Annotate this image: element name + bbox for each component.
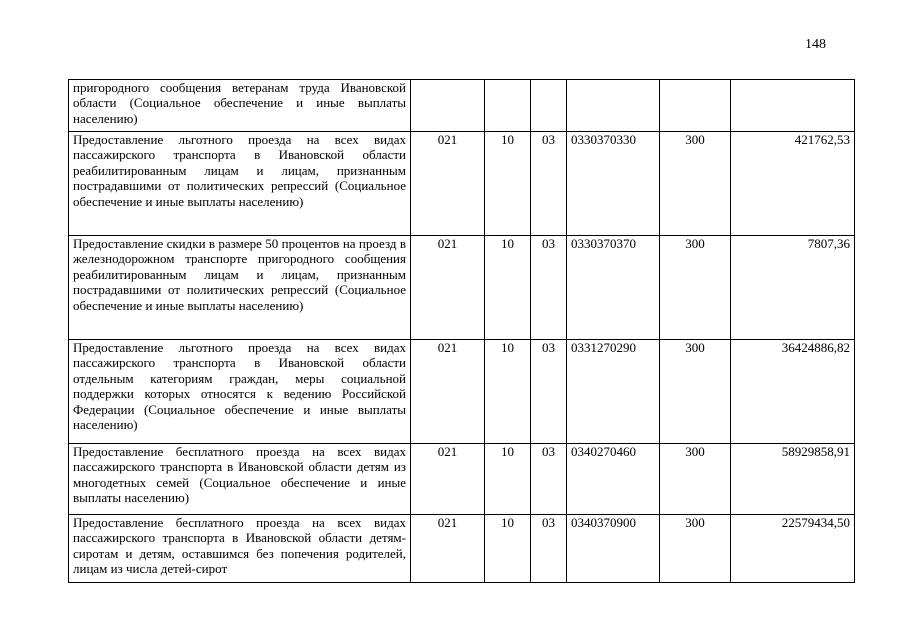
expense-type-code: 300 [660, 132, 731, 236]
table-row [69, 340, 855, 444]
subsection-code: 03 [531, 340, 567, 444]
row-description: Предоставление бесплатного проезда на всех видах пассажирского транспорта в Ивановской области детям из многодетных семей (Социальное обеспечение и иные выплаты населению) [69, 444, 411, 515]
expense-type-code [660, 80, 731, 132]
table-row [69, 515, 855, 583]
page-number: 148 [805, 37, 826, 52]
section-code: 10 [485, 340, 531, 444]
expense-type-code: 300 [660, 236, 731, 340]
ministry-code: 021 [411, 444, 485, 515]
amount [731, 80, 855, 132]
target-article-code: 0340270460 [567, 444, 660, 515]
target-article-code: 0330370370 [567, 236, 660, 340]
expense-type-code: 300 [660, 515, 731, 583]
section-code [485, 80, 531, 132]
target-article-code: 0331270290 [567, 340, 660, 444]
amount: 58929858,91 [731, 444, 855, 515]
target-article-code [567, 80, 660, 132]
ministry-code: 021 [411, 515, 485, 583]
ministry-code [411, 80, 485, 132]
row-description: Предоставление льготного проезда на всех видах пассажирского транспорта в Ивановской области реабилитированным лицам и лицам, признанным пострадавшими от политических репрессий (Социальное обеспечение и иные выплаты населению) [69, 132, 411, 236]
expense-type-code: 300 [660, 340, 731, 444]
subsection-code [531, 80, 567, 132]
amount: 7807,36 [731, 236, 855, 340]
expense-type-code: 300 [660, 444, 731, 515]
amount: 421762,53 [731, 132, 855, 236]
subsection-code: 03 [531, 132, 567, 236]
section-code: 10 [485, 444, 531, 515]
budget-table [68, 79, 855, 583]
subsection-code: 03 [531, 444, 567, 515]
section-code: 10 [485, 132, 531, 236]
section-code: 10 [485, 236, 531, 340]
amount: 36424886,82 [731, 340, 855, 444]
target-article-code: 0340370900 [567, 515, 660, 583]
table-row [69, 80, 855, 132]
row-description: Предоставление скидки в размере 50 процентов на проезд в железнодорожном транспорте пригородного сообщения реабилитированным лицам и лицам, признанным пострадавшими от политических репрессий (Социальное обеспечение и иные выплаты населению) [69, 236, 411, 340]
subsection-code: 03 [531, 236, 567, 340]
ministry-code: 021 [411, 236, 485, 340]
table-row [69, 132, 855, 236]
table-row [69, 444, 855, 515]
target-article-code: 0330370330 [567, 132, 660, 236]
row-description: Предоставление бесплатного проезда на всех видах пассажирского транспорта в Ивановской области детям-сиротам и детям, оставшимся без попечения родителей, лицам из числа детей-сирот [69, 515, 411, 583]
row-description: Предоставление льготного проезда на всех видах пассажирского транспорта в Ивановской области отдельным категориям граждан, меры социальной поддержки которых относятся к ведению Российской Федерации (Социальное обеспечение и иные выплаты населению) [69, 340, 411, 444]
row-description: пригородного сообщения ветеранам труда Ивановской области (Социальное обеспечение и иные выплаты населению) [69, 80, 411, 132]
ministry-code: 021 [411, 340, 485, 444]
table-row [69, 236, 855, 340]
subsection-code: 03 [531, 515, 567, 583]
ministry-code: 021 [411, 132, 485, 236]
section-code: 10 [485, 515, 531, 583]
amount: 22579434,50 [731, 515, 855, 583]
